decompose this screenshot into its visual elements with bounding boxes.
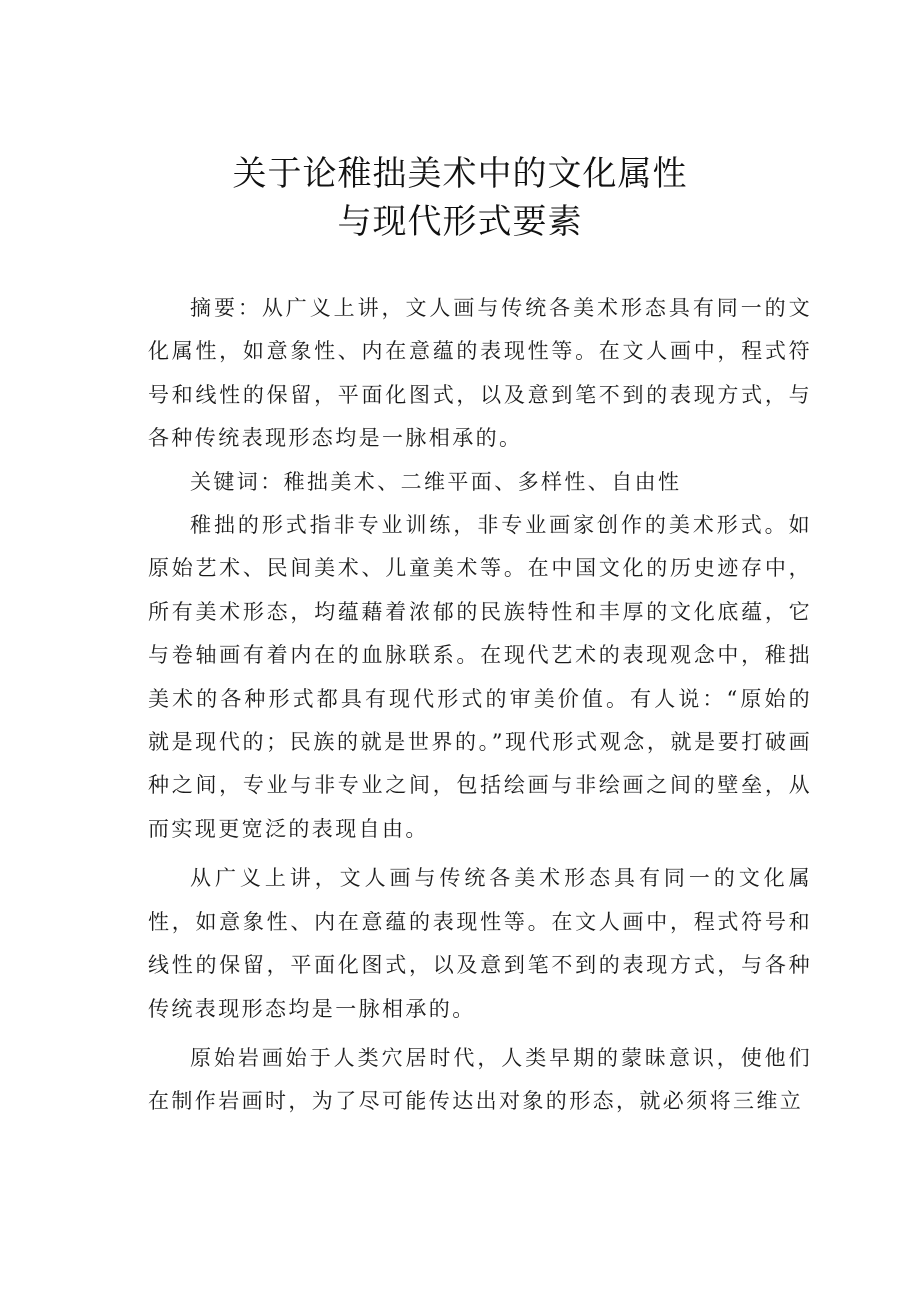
document-title: [0, 150, 920, 246]
body-paragraph-2: 从广义上讲，文人画与传统各美术形态具有同一的文化属性，如意象性、内在意蕴的表现性等。在文人画中，程式符号和线性的保留，平面化图式，以及意到笔不到的表现方式，与各种传统表现形态均是一脉相承的。: [148, 866, 812, 1021]
title-line-2: 与现代形式要素: [337, 202, 583, 242]
title-line-1: 关于论稚拙美术中的文化属性: [232, 154, 688, 194]
document-body: [148, 287, 812, 1124]
body-paragraph-1: 稚拙的形式指非专业训练，非专业画家创作的美术形式。如原始艺术、民间美术、儿童美术等。在中国文化的历史迹存中，所有美术形态，均蕴藉着浓郁的民族特性和丰厚的文化底蕴，它与卷轴画有着内在的血脉联系。在现代艺术的表现观念中，稚拙美术的各种形式都具有现代形式的审美价值。有人说：“原始的就是现代的；民族的就是世界的。”现代形式观念，就是要打破画种之间，专业与非专业之间，包括绘画与非绘画之间的壁垒，从而实现更宽泛的表现自由。: [148, 513, 812, 841]
keywords-paragraph: 关键词：稚拙美术、二维平面、多样性、自由性: [190, 469, 682, 494]
abstract-paragraph: 摘要：从广义上讲，文人画与传统各美术形态具有同一的文化属性，如意象性、内在意蕴的表现性等。在文人画中，程式符号和线性的保留，平面化图式，以及意到笔不到的表现方式，与各种传统表现形态均是一脉相承的。: [148, 296, 812, 451]
body-paragraph-3: 原始岩画始于人类穴居时代，人类早期的蒙昧意识，使他们在制作岩画时，为了尽可能传达出对象的形态，就必须将三维立: [148, 1045, 812, 1114]
